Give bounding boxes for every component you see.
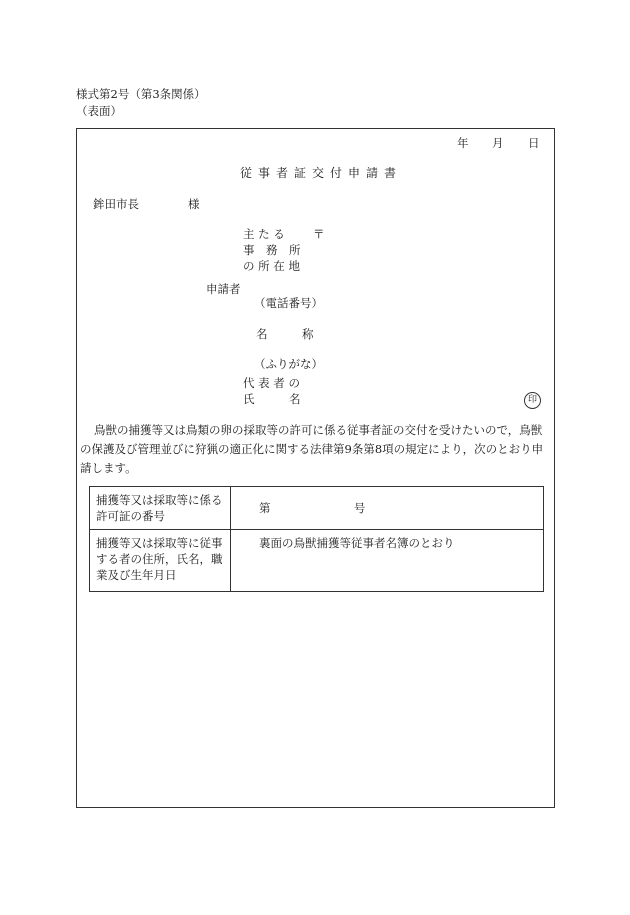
addressee-honorific: 様 (188, 197, 200, 211)
date-day: 日 (528, 136, 540, 150)
seal-mark: 印 (524, 392, 541, 409)
permit-info-table (89, 486, 544, 592)
table-row (90, 487, 544, 530)
permit-number-label: 捕獲等又は採取等に係る許可証の番号 (90, 487, 231, 530)
furigana-label: （ふりがな） (254, 357, 323, 371)
worker-info-value: 裏面の鳥獣捕獲等従事者名簿のとおり (231, 530, 544, 592)
worker-info-label: 捕獲等又は採取等に従事する者の住所，氏名，職業及び生年月日 (90, 530, 231, 592)
date-year: 年 (457, 136, 469, 150)
form-number: 様式第2号（第3条関係） (76, 87, 206, 101)
office-label-line3: の 所 在 地 (243, 259, 300, 273)
permit-number-suffix: 号 (353, 501, 366, 515)
form-side-label: （表面） (76, 104, 122, 118)
name-label: 名 称 (256, 327, 314, 341)
applicant-label: 申請者 (206, 282, 241, 296)
document-title: 従事者証交付申請書 (240, 166, 403, 180)
permit-number-cell (231, 487, 544, 530)
representative-label-line1: 代 表 者 の (243, 376, 300, 390)
permit-number-prefix: 第 (259, 501, 271, 515)
representative-label-line2: 氏 名 (243, 392, 301, 406)
request-statement: 鳥獣の捕獲等又は鳥類の卵の採取等の許可に係る従事者証の交付を受けたいので，鳥獣の保護及び管理並びに狩猟の適正化に関する法律第9条第8項の規定により，次のとおり申請します。 (80, 423, 544, 475)
table-row (90, 530, 544, 592)
postal-mark: 〒 (313, 227, 325, 241)
phone-label: （電話番号） (254, 296, 323, 310)
date-month: 月 (492, 136, 504, 150)
office-label-line2: 事 務 所 (243, 243, 301, 257)
office-label-line1: 主 た る (243, 227, 285, 241)
addressee-name: 鉾田市長 (93, 197, 139, 211)
